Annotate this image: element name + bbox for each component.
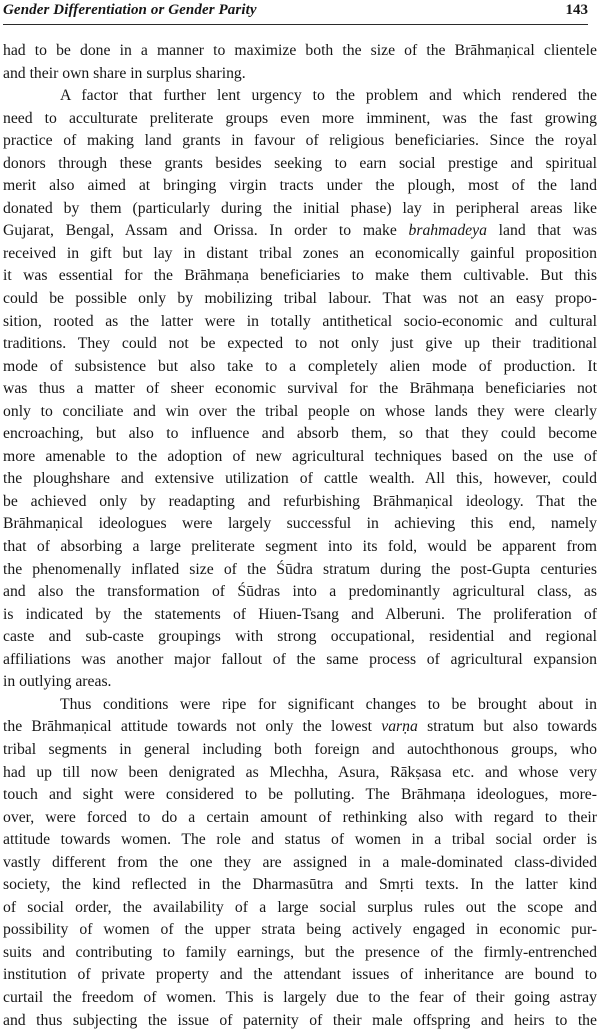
text-line: need to acculturate preliterate groups even more imminent, was the fast growing xyxy=(3,109,597,127)
text-line: institution of private property and the attendant issues of inheritance are bound to xyxy=(3,966,597,984)
text-line: mode of subsistence but also take to a completely alien mode of production. It xyxy=(3,357,597,375)
text-line: be achieved only by readapting and refurbishing Brāhmaṇical ideology. That the xyxy=(3,492,597,510)
text-line: possibility of women of the upper strata being actively engaged in economic pur- xyxy=(3,921,597,939)
page-number: 143 xyxy=(565,2,588,18)
paragraph-first-line: A factor that further lent urgency to the problem and which rendered the xyxy=(60,87,597,105)
text-line: of social order, the availability of a large social surplus rules out the scope and xyxy=(3,898,597,916)
text-line: caste and sub-caste groupings with strong occupational, residential and regional xyxy=(3,628,597,646)
text-line: suits and contributing to family earnings, but the presence of the firmly-entrenched xyxy=(3,943,597,961)
text-line: and thus subjecting the issue of paternity of their male offspring and heirs to the xyxy=(3,1011,597,1029)
text-line: encroaching, but also to influence and absorb them, so that they could become xyxy=(3,425,597,443)
text-line: could be possible only by mobilizing tribal labour. That was not an easy propo- xyxy=(3,290,597,308)
text-line: donated by them (particularly during the initial phase) lay in peripheral areas like xyxy=(3,199,597,217)
paragraph-first-line: Thus conditions were ripe for significant changes to be brought about in xyxy=(60,695,597,713)
text-line: over, were forced to do a certain amount of rethinking also with regard to their xyxy=(3,808,597,826)
text-line: had to be done in a manner to maximize both the size of the Brāhmaṇical clientele xyxy=(3,42,597,59)
text-line: in outlying areas. xyxy=(3,673,112,691)
text-line: the Brāhmaṇical attitude towards not only the lowest varṇa stratum but also towards xyxy=(3,718,597,736)
text-line: tribal segments in general including both foreign and autochthonous groups, who xyxy=(3,740,597,758)
text-line: attitude towards women. The role and status of women in a tribal social order is xyxy=(3,831,597,849)
text-line: more amenable to the adoption of new agricultural techniques based on the use of xyxy=(3,447,597,465)
text-line: the ploughshare and extensive utilization of cattle wealth. All this, however, could xyxy=(3,470,597,488)
text-line: donors through these grants besides seeking to earn social prestige and spiritual xyxy=(3,154,597,172)
body-text xyxy=(3,40,597,1032)
text-line: that of absorbing a large preliterate segment into its fold, would be apparent from xyxy=(3,538,597,556)
text-line: practice of making land grants in favour of religious beneficiaries. Since the royal xyxy=(3,132,597,150)
text-line: is indicated by the statements of Hiuen-Tsang and Alberuni. The proliferation of xyxy=(3,605,597,623)
text-line: and their own share in surplus sharing. xyxy=(3,64,246,82)
text-line: was thus a matter of sheer economic survival for the Brāhmaṇa beneficiaries not xyxy=(3,380,597,398)
text-line: traditions. They could not be expected to not only just give up their traditional xyxy=(3,335,597,353)
text-line: touch and sight were considered to be polluting. The Brāhmaṇa ideologues, more- xyxy=(3,786,597,804)
text-line: vastly different from the one they are assigned in a male-dominated class-divided xyxy=(3,853,597,871)
text-line: received in gift but lay in distant tribal zones an economically gainful proposition xyxy=(3,244,597,262)
text-line: it was essential for the Brāhmaṇa beneficiaries to make them cultivable. But this xyxy=(3,267,597,285)
text-line: affiliations was another major fallout of the same process of agricultural expansion xyxy=(3,650,597,668)
running-title: Gender Differentiation or Gender Parity xyxy=(3,2,257,18)
text-line: and also the transformation of Śūdras into a predominantly agricultural class, as xyxy=(3,583,597,601)
text-line: had up till now been denigrated as Mlechha, Asura, Rākṣasa etc. and whose very xyxy=(3,763,597,781)
running-header xyxy=(3,0,588,25)
text-line: Gujarat, Bengal, Assam and Orissa. In order to make brahmadeya land that was xyxy=(3,222,597,240)
text-line: curtail the freedom of women. This is largely due to the fear of their going astray xyxy=(3,988,597,1006)
text-line: sition, rooted as the latter were in totally antithetical socio-economic and cultural xyxy=(3,312,597,330)
text-line: Brāhmaṇical ideologues were largely successful in achieving this end, namely xyxy=(3,515,597,533)
text-line: the phenomenally inflated size of the Śūdra stratum during the post-Gupta centuries xyxy=(3,560,597,578)
text-line: only to conciliate and win over the tribal people on whose lands they were clearly xyxy=(3,402,597,420)
text-line: society, the kind reflected in the Dharmasūtra and Smṛti texts. In the latter kind xyxy=(3,876,597,894)
text-line: merit also aimed at bringing virgin tracts under the plough, most of the land xyxy=(3,177,597,195)
